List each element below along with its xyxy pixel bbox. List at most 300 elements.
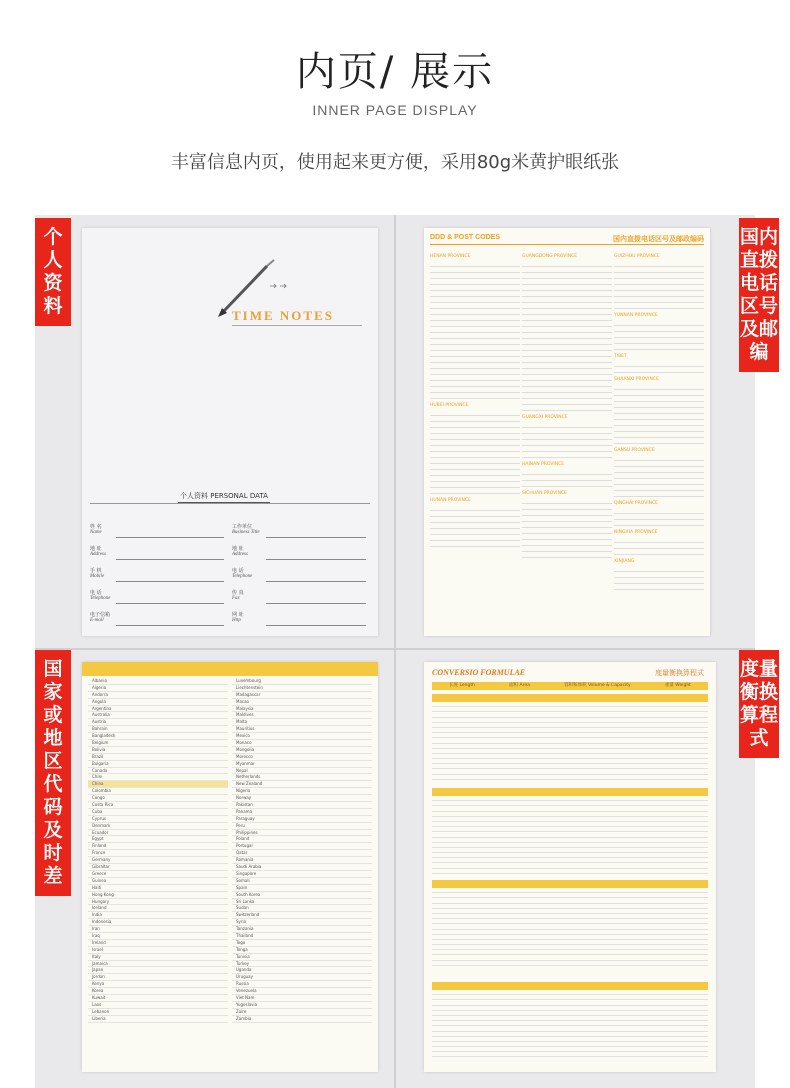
field-label-en: Address [90,552,106,557]
table-row [88,774,228,781]
table-row [88,885,228,892]
table-row [88,692,228,699]
table-row [88,871,228,878]
table-row [88,802,228,809]
country-name: Norway [236,795,252,801]
table-row [88,974,228,981]
page-personal-data [82,228,378,636]
page-title: 内页/ 展示 [295,49,495,95]
field-address [90,546,106,558]
field-fax [232,590,244,602]
table-row [232,933,372,940]
list-item [522,452,612,458]
table-row [232,774,372,781]
country-name: Zambia [236,1015,252,1021]
country-name: India [92,912,102,918]
conversion-heading-cn: 度量衡换算程式 [655,669,704,677]
list-item [430,488,520,494]
table-row [232,864,372,871]
table-header [432,982,708,990]
table-row [232,974,372,981]
table-row [88,940,228,947]
table-row [432,961,708,966]
field-label: 地 址 [90,546,102,552]
table-row [232,905,372,912]
table-row [232,995,372,1002]
country-name: Iceland [92,905,107,911]
table-header [432,788,708,796]
page-conversion [424,662,716,1072]
country-name: Liechtenstein [236,684,263,690]
province-heading: XINJIANG [614,559,635,564]
table-row [432,775,708,780]
table-row [232,954,372,961]
table-row [232,685,372,692]
field-label-en: Mobile [90,574,105,579]
country-name: New Zealand [236,781,263,787]
country-name: Cyprus [92,815,106,821]
page-phone-codes [424,228,710,636]
conversion-table [432,694,708,780]
list-item [614,584,704,590]
country-name: Cuba [92,808,103,814]
country-name: Jordan [92,974,105,980]
table-row [232,850,372,857]
tag-personal: 个人资料 [35,218,71,326]
country-name: Germany [92,857,111,863]
country-name: Madagascar [236,691,261,697]
table-row [88,788,228,795]
country-name: Australia [92,712,110,718]
table-row [232,816,372,823]
table-row [88,933,228,940]
country-name: Andorra [92,691,108,697]
personal-data-label: 个人资料 PERSONAL DATA [178,490,270,503]
field-label: 工作单位 [232,524,253,530]
table-row [88,919,228,926]
country-name: Iran [92,926,100,932]
table-row [88,995,228,1002]
country-name: Brazil [92,753,104,759]
table-row [232,788,372,795]
table-row [232,871,372,878]
table-row [232,719,372,726]
country-name: Qatar [236,850,248,856]
country-name: Somali [236,877,250,883]
country-name: Uruguay [236,974,253,980]
table-row [88,954,228,961]
list-item [614,344,704,350]
list-item [614,303,704,309]
table-row [232,678,372,685]
country-name: Ireland [92,939,106,945]
country-name: Haiti [92,884,102,890]
table-row [232,988,372,995]
country-name: Finland [92,843,107,849]
country-name: Viet Nam [236,994,255,1000]
table-row [88,754,228,761]
country-name: Venezuela [236,988,257,994]
country-name: Syria [236,919,247,925]
table-header [82,662,378,676]
table-row [88,850,228,857]
field-name [90,524,102,536]
country-name: Congo [92,795,105,801]
conversion-table [432,788,708,874]
province-heading: HUNAN PROVINCE [430,498,471,503]
table-row [88,857,228,864]
table-row [88,733,228,740]
field-line [116,581,224,582]
field-label: 姓 名 [90,524,102,530]
tag-conversion: 度量衡换算程式 [739,650,779,758]
country-name: Mauritius [236,726,255,732]
grid-divider-vertical [394,215,396,1088]
divider [430,244,704,245]
field-line [116,537,224,538]
phone-codes-column-2 [522,250,612,558]
list-item [522,552,612,558]
table-row [88,719,228,726]
table-row [88,685,228,692]
table-row [88,1002,228,1009]
country-name: Bangladesh [92,733,116,739]
table-row [232,892,372,899]
country-name: Gibraltar [92,864,110,870]
province-heading: TIBET [614,354,627,359]
country-name: Kuwait [92,994,106,1000]
country-name: Hungary [92,898,110,904]
divider [232,325,362,326]
table-row [88,878,228,885]
country-name: Thailand [236,932,254,938]
conversion-table [432,880,708,966]
field-work-telephone [232,568,252,580]
list-item [614,520,704,526]
table-row [88,747,228,754]
table-row [88,706,228,713]
field-line [116,625,224,626]
table-row [88,795,228,802]
page-country-codes [82,662,378,1072]
table-row [88,926,228,933]
country-name: Myanmar [236,760,255,766]
province-heading: GANSU PROVINCE [614,448,655,453]
list-item [614,367,704,373]
field-label-en: E-mail [90,618,104,623]
table-row [88,1016,228,1023]
country-name: Italy [92,953,101,959]
table-row [232,836,372,843]
country-name: Guinea [92,877,107,883]
country-name: Netherlands [236,774,261,780]
field-http [232,612,244,624]
phone-codes-column-3 [614,250,704,590]
table-row [432,1052,708,1057]
table-row [88,981,228,988]
tag-phone-codes: 国内直拨电话区号及邮编 [739,218,779,372]
table-row [88,892,228,899]
table-row [88,830,228,837]
country-name: Kenya [92,981,105,987]
table-row [88,947,228,954]
table-row [88,905,228,912]
table-row [232,947,372,954]
country-name: Angola [92,698,106,704]
table-row [232,857,372,864]
page-subtitle: INNER PAGE DISPLAY [312,102,478,118]
country-name: Yugoslavia [236,1001,258,1007]
country-name: Russia [236,981,249,987]
table-row [232,754,372,761]
country-name: Indonesia [92,919,112,925]
table-row [232,843,372,850]
time-notes-title: TIME NOTES [232,308,334,323]
country-name: Luxembourg [236,678,261,683]
table-row [88,823,228,830]
country-name: Poland [236,836,250,842]
table-row [88,726,228,733]
field-mobile [90,568,104,580]
divider [90,503,370,504]
country-name: Israel [92,946,103,952]
field-label: 电 话 [232,568,244,574]
country-name: Portugal [236,843,253,849]
country-name: Nepal [236,767,248,773]
country-name: Macao [236,698,249,704]
table-row [232,781,372,788]
table-row [88,740,228,747]
country-name: Egypt [92,836,104,842]
country-name: Iraq [92,932,100,938]
country-name: Liberia [92,1015,106,1021]
country-name: Algeria [92,684,107,690]
table-row [232,981,372,988]
country-name: Chile [92,774,103,780]
table-row [232,919,372,926]
country-name: Maldives [236,712,254,718]
field-label-en: Telephone [90,596,111,601]
table-row [232,726,372,733]
country-name: Lebanon [92,1008,110,1014]
phone-codes-heading-en: DDD & POST CODES [430,234,501,241]
country-name: Bolivia [92,746,106,752]
category-weight: 重量 Weight [664,683,691,688]
province-heading: GUANGDONG PROVINCE [522,254,578,259]
country-name: Zaire [236,1008,247,1014]
country-name: Mongolia [236,746,255,752]
table-row [88,899,228,906]
country-name: China [92,781,104,787]
table-row [232,967,372,974]
list-item [430,541,520,547]
table-row [88,768,228,775]
province-heading: NINGXIA PROVINCE [614,530,658,535]
country-name: Colombia [92,788,111,794]
country-name: Hong Kong [92,891,114,897]
country-name: Mexico [236,733,250,739]
table-row [232,740,372,747]
table-row [88,699,228,706]
table-row [232,1009,372,1016]
country-name: Tonga [236,946,248,952]
table-row [232,899,372,906]
table-row [88,712,228,719]
country-name: Romania [236,857,254,863]
field-label-en: Business Title [232,530,260,535]
table-row [88,912,228,919]
country-list-right [232,678,372,1023]
table-row [88,816,228,823]
table-row [88,843,228,850]
table-row [232,961,372,968]
country-name: Nigeria [236,788,251,794]
list-item [614,491,704,497]
country-list-left [88,678,228,1023]
country-name: Sudan [236,905,249,911]
country-name: Costa Rica [92,802,114,808]
table-row [88,836,228,843]
country-name: Turkey [236,960,250,966]
table-row [232,809,372,816]
country-name: Pakistan [236,802,253,808]
table-row [88,988,228,995]
table-header [432,694,708,702]
category-volume: 容积和体积 Volume & Capacity [564,683,631,688]
country-name: Malta [236,719,248,725]
table-row [232,912,372,919]
province-heading: SHAANXI PROVINCE [614,377,659,382]
country-name: Greece [92,870,107,876]
table-row [88,761,228,768]
table-header [432,880,708,888]
table-row [232,733,372,740]
table-row [232,940,372,947]
country-name: Peru [236,822,245,828]
table-row [88,967,228,974]
country-name: Jamaica [92,960,108,966]
tag-country-codes: 国家或地区代码及时差 [35,650,71,896]
table-row [88,781,228,788]
province-heading: HAINAN PROVINCE [522,462,565,467]
table-row [232,761,372,768]
country-name: Switzerland [236,912,260,918]
province-heading: HUBEI PROVINCE [430,403,469,408]
field-label-en: Http [232,618,241,623]
field-email [90,612,110,624]
province-heading: SICHUAN PROVINCE [522,491,567,496]
country-name: Morocco [236,753,253,759]
country-name: Togo [236,939,246,945]
country-name: Uganda [236,967,252,973]
country-name: Korea [92,988,104,994]
list-item [522,481,612,487]
field-label-en: Address [232,552,248,557]
country-name: Austria [92,719,107,725]
country-name: Ecuador [92,829,109,835]
table-row [432,869,708,874]
conversion-category-bar [432,682,708,690]
field-label: 传 真 [232,590,244,596]
country-name: Sri Lanka [236,898,255,904]
country-name: Argentina [92,705,112,711]
table-row [88,864,228,871]
table-row [232,1002,372,1009]
field-line [116,559,224,560]
field-line [266,581,366,582]
conversion-table [432,982,708,1057]
country-name: Tunisia [236,953,250,959]
country-name: Albania [92,678,107,683]
table-row [232,802,372,809]
field-line [116,603,224,604]
table-row [232,1016,372,1023]
country-name: Tanzania [236,926,254,932]
table-row [232,712,372,719]
country-name: Bulgaria [92,760,109,766]
phone-codes-heading-cn: 国内直拨电话区号及邮政编码 [613,235,704,243]
category-area: 面积 Area [509,683,530,688]
table-row [232,795,372,802]
province-heading: GUIZHOU PROVINCE [614,254,660,259]
field-label-en: Fax [232,596,240,601]
table-row [232,823,372,830]
country-name: Paraguay [236,815,255,821]
province-heading: HENAN PROVINCE [430,254,471,259]
field-label: 电子信箱 [90,612,111,618]
country-name: Spain [236,884,248,890]
grid-divider-horizontal [35,648,755,650]
list-item [614,549,704,555]
page-description: 丰富信息内页，使用起来更方便，采用80g米黄护眼纸张 [170,152,620,173]
table-row [88,809,228,816]
table-row [88,961,228,968]
table-row [232,885,372,892]
field-label: 手 机 [90,568,102,574]
table-row [232,768,372,775]
phone-codes-column-1 [430,250,520,547]
province-heading: GUANGXI PROVINCE [522,415,568,420]
field-label: 地 址 [232,546,244,552]
field-work-address [232,546,248,558]
field-line [266,559,366,560]
field-telephone [90,590,110,602]
table-row [232,706,372,713]
country-name: Laos [92,1001,102,1007]
field-line [266,537,366,538]
table-row [232,926,372,933]
table-row [88,1009,228,1016]
table-row [88,678,228,685]
field-label: 电 话 [90,590,102,596]
table-row [232,692,372,699]
country-name: Monaco [236,740,252,746]
table-row [232,747,372,754]
field-business-title [232,524,260,536]
field-label: 网 址 [232,612,244,618]
country-name: South Korea [236,891,261,897]
table-row [232,699,372,706]
country-name: Denmark [92,822,111,828]
province-heading: YUNNAN PROVINCE [614,313,658,318]
list-item [522,405,612,411]
list-item [430,393,520,399]
country-name: France [92,850,106,856]
country-name: Bahrain [92,726,108,732]
table-row [232,878,372,885]
country-name: Saudi Arabia [236,864,262,870]
country-name: Singapore [236,870,257,876]
